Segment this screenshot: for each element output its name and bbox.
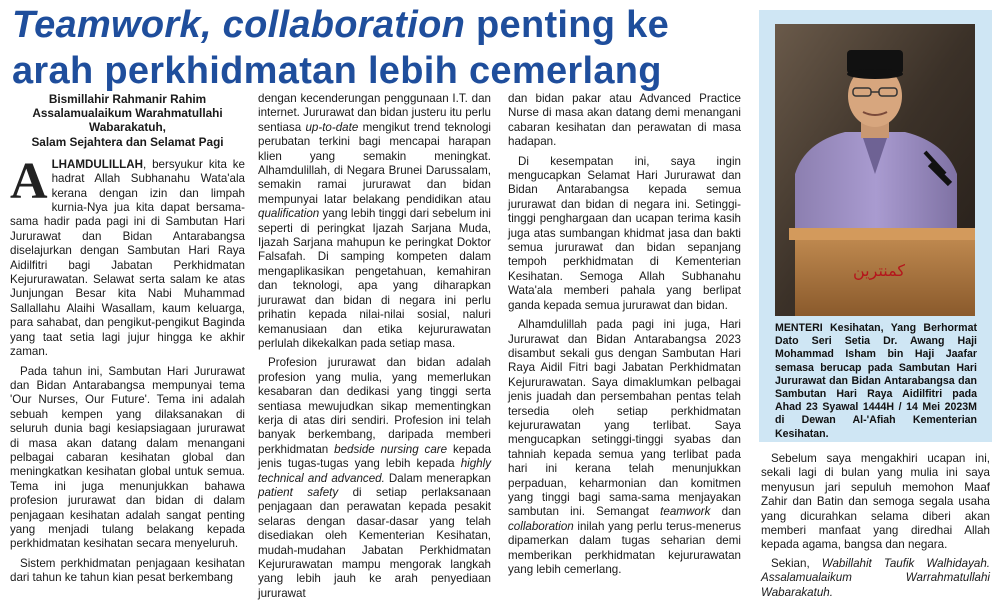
article-column-4 — [761, 452, 990, 604]
paragraph — [761, 557, 990, 600]
greeting-line: Assalamualaikum Warahmatullahi — [32, 106, 223, 121]
paragraph: Pada tahun ini, Sambutan Hari Jururawat dan Bidan Antarabangsa mempunyai tema 'Our Nurses, Our Future'. Tema ini adalah sebuah kempen yang dilaksanakan di seluruh dunia bagi kesiapsiagaan jururawat di masa akan datang dalam menangani pelbagai cabaran kesihatan global dan meningkatkan kesihatan global untuk semua. Tema ini juga menunjukkan bahawa profesion jururawat dan bidan di dalam penjagaan kesihatan adalah sangat penting yang menjadi tulang belakang kepada perkhidmatan kesihatan secara menyeluruh. — [10, 364, 245, 551]
text-run: Profesion jururawat dan bidan adalah profesion yang mulia, yang memerlukan kesabaran dan dedikasi yang tinggi serta sentiasa mewujudkan sikap mementingkan kerja di atas diri sendiri. Profesion ini telah banyak berkembang, daripada memberi perkhidmatan — [258, 356, 491, 456]
text-run: inilah yang perlu terus-menerus dipamerkan dalam tugas seharian demi memberikan perkhidmatan kejururawatan yang lebih cemerlang. — [508, 519, 741, 576]
paragraph: Di kesempatan ini, saya ingin mengucapkan Selamat Hari Jururawat dan Bidan Antarabangsa kepada semua jururawat dan bidan di negara ini. Setinggi-tinggi penghargaan dan ucapan terima kasih juga atas sumbangan khidmat jasa dan bakti semua jururawat dan bidan sepanjang tempoh perkhidmatan di Kementerian Kesihatan. Semoga Allah Subhanahu Wata'ala memberi pahala yang berlipat ganda kepada semua jururawat dan bidan. — [508, 154, 741, 312]
article-column-1 — [10, 92, 245, 591]
photo-caption: MENTERI Kesihatan, Yang Berhormat Dato Seri Setia Dr. Awang Haji Mohammad Isham bin Haji Jaafar semasa berucap pada Sambutan Hari Jururawat dan Bidan Antarabangsa dan Sambutan Hari Raya Aidilfitri pada Ahad 23 Syawal 1444H / 14 Mei 2023M di Dewan Al-'Afiah Kementerian Kesihatan. — [775, 322, 977, 440]
photo-illustration — [775, 24, 975, 316]
headline-italic: Teamwork, collaboration — [12, 4, 466, 46]
greeting-line: Wabarakatuh, — [89, 120, 166, 135]
paragraph — [258, 92, 491, 351]
lead-word: LHAMDULILLAH — [51, 157, 144, 171]
italic-term: up-to-date — [305, 120, 359, 134]
paragraph — [258, 356, 491, 601]
paragraph — [508, 318, 741, 577]
headline-line1-rest: penting ke — [465, 4, 670, 46]
greeting-line: Salam Sejahtera dan Selamat Pagi — [31, 134, 224, 149]
drop-cap: A — [10, 152, 48, 210]
text-run: di setiap perlaksanaan penjagaan dan perawatan kepada pesakit selaras dengan dasar-dasar yang telah disediakan oleh Kementerian Kesihatan, mudah-mudahan Jabatan Perkhidmatan Kejururawatan mampu mengorak langkah yang lebih jauh ke arah penyediaan jururawat — [258, 485, 491, 600]
text-run: dengan kecenderungan penggunaan I.T. dan internet. Jururawat dan bidan justeru itu perlu sentiasa — [258, 92, 491, 134]
article-column-2 — [258, 92, 491, 606]
text-run: kepada jenis tugas-tugas yang lebih kepada — [258, 442, 491, 471]
italic-term: collaboration — [508, 519, 574, 533]
text-run: Dalam menerapkan — [384, 471, 491, 485]
headline — [12, 2, 747, 94]
text-run: Alhamdulillah pada pagi ini juga, Hari Jururawat dan Bidan Antarabangsa 2023 disambut sekali gus dengan Sambutan Hari Raya Aidil Fitri bagi Jabatan Perkhidmatan Kejururawatan. Saya dimaklumkan pelbagai jenis juadah dan persembahan pentas telah tersedia oleh setiap perkhidmatan kejururawatan yang terlibat. Saya mengucapkan setinggi-tinggi syabas dan tahniah kepada semua yang terlibat pada hari ini kerana telah menunjukkan perpaduan, keharmonian dan komitmen yang tinggi bagi sama-sama menjayakan sambutan ini. Semangat — [508, 318, 741, 519]
italic-term: bedside nursing care — [334, 442, 448, 456]
italic-term: highly technical and advanced. — [258, 457, 491, 485]
italic-term: patient safety — [258, 485, 339, 499]
podium-logo: كمنترين — [853, 261, 905, 280]
text-run: dan — [710, 505, 741, 519]
headline-line2: arah perkhidmatan lebih cemerlang — [12, 50, 662, 92]
italic-term: teamwork — [660, 505, 711, 519]
paragraph — [10, 152, 245, 360]
article-column-3 — [508, 92, 741, 582]
closing-salutation: Wabillahit Taufik Walhidayah. Assalamualaikum Warrahmatullahi Wabarakatuh. — [761, 556, 990, 599]
photo-caption-box — [759, 10, 992, 442]
minister-photo — [775, 24, 975, 316]
paragraph: dan bidan pakar atau Advanced Practice Nurse di masa akan datang demi menangani cabaran kesihatan dan perawatan di masa hadapan. — [508, 92, 741, 149]
paragraph: Sebelum saya mengakhiri ucapan ini, sekali lagi di bulan yang mulia ini saya menyusun jari sepuluh memohon Maaf Zahir dan Batin dan semoga segala usaha yang dicurahkan selama diberi akan memberi manfaat yang diredhai Allah kepada agama, bangsa dan negara. — [761, 452, 990, 552]
paragraph-text: , bersyukur kita ke hadrat Allah Subhanahu Wata'ala kerana dengan izin dan limpah kurnia-Nya jua kita dapat bersama-sama hadir pada pagi ini di Sambutan Hari Jururawat dan Bidan Antarabangsa diselajurkan dengan Sambutan Hari Raya Aidilfitri bagi Jabatan Perkhidmatan Kejururawatan. Selawat serta salam ke atas Junjungan Besar kita Nabi Muhammad Sallallahu Alaihi Wasallam, kaum keluarga, para sahabat, dan pengikut-pengikut Baginda yang taat setia lagi jujur hingga ke akhir zaman. — [10, 157, 245, 359]
text-run: Sekian, — [771, 556, 822, 570]
greeting-line: Bismillahir Rahmanir Rahim — [48, 92, 207, 106]
paragraph: Sistem perkhidmatan penjagaan kesihatan dari tahun ke tahun kian pesat berkembang — [10, 556, 245, 585]
italic-term: qualification — [258, 207, 320, 221]
text-run: yang lebih tinggi dari sebelum ini seperti di peringkat Ijazah Sarjana Muda, Ijazah Sarjana mahupun ke peringkat Doktor Falsafah. Di samping kompeten dalam mengaplikasikan pengetahuan, kemahiran dan teknologi, apa yang diharapkan jururawat dan bidan di negara ini perlu prihatin kepada nilai-nilai sosial, naluri kemanusiaan dan etika kejururawatan perlulah dikekalkan pada setiap masa. — [258, 207, 491, 350]
greeting-block — [10, 92, 245, 149]
text-run: mengikut trend teknologi perubatan terkini bagi mencapai harapan klien yang semakin meningkat. Alhamdulillah, di Negara Brunei Darussalam, semakin ramai jururawat dan bidan mempunyai latar belakang pendidikan atau — [258, 120, 491, 206]
